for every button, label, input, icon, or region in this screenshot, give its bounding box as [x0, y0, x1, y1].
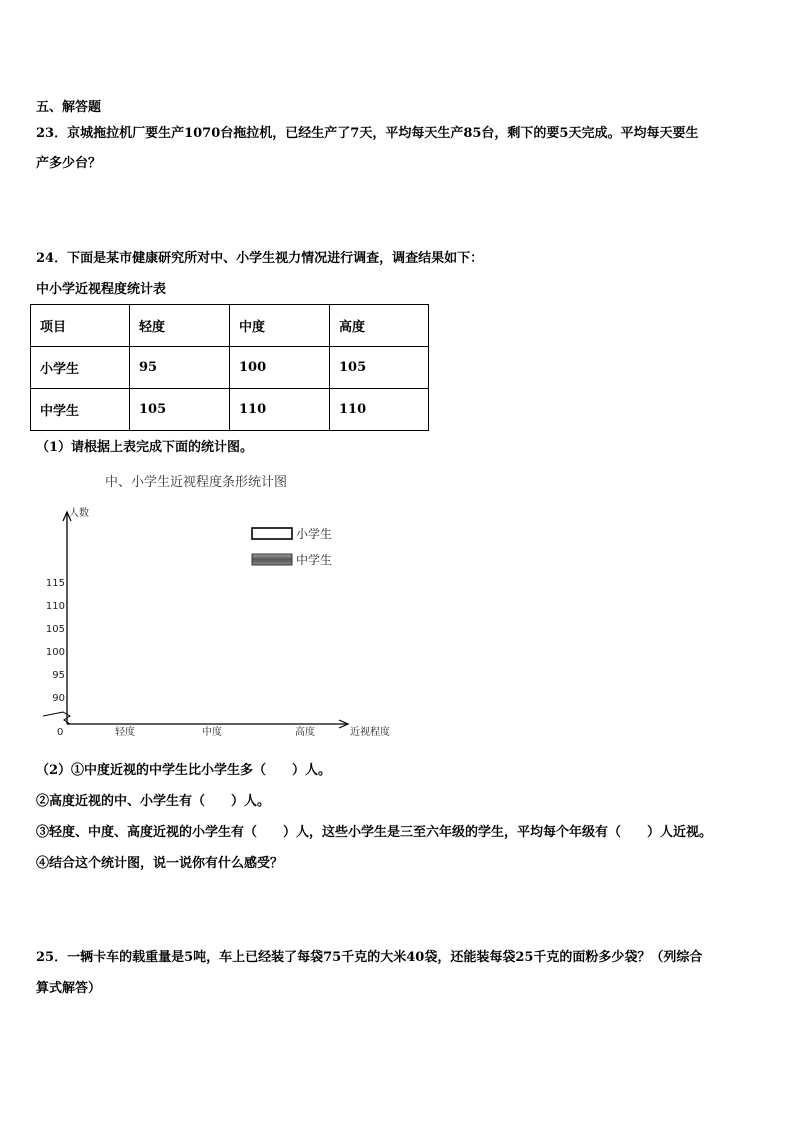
table-title: 中小学近视程度统计表 [36, 282, 167, 297]
question-25-line1: 25．一辆卡车的载重量是5吨，车上已经装了每袋75千克的大米40袋，还能装每袋25千克的面粉多少袋？（列综合 [36, 950, 703, 965]
vision-stats-table [30, 304, 429, 431]
table-cell: 110 [330, 389, 429, 431]
legend-swatch-primary [252, 528, 292, 539]
y-tick-label: 100 [45, 647, 65, 658]
table-cell: 95 [130, 347, 230, 389]
x-tick-label: 轻度 [115, 727, 135, 738]
question-24-intro: 24．下面是某市健康研究所对中、小学生视力情况进行调查，调查结果如下： [36, 251, 484, 266]
legend-label-secondary: 中学生 [296, 553, 333, 567]
table-cell: 105 [130, 389, 230, 431]
legend-swatch-secondary [252, 554, 292, 565]
question-24-part2-3: ③轻度、中度、高度近视的小学生有（ ）人，这些小学生是三至六年级的学生，平均每个年级有（ ）人近视。 [36, 825, 713, 840]
y-axis-label: 人数 [69, 508, 89, 519]
question-24-part2-2: ②高度近视的中、小学生有（ ）人。 [36, 794, 271, 809]
question-24-part2: （2）①中度近视的中学生比小学生多（ ）人。 [36, 763, 332, 778]
y-tick-label: 95 [52, 670, 65, 681]
question-23-line1: 23．京城拖拉机厂要生产1070台拖拉机，已经生产了7天，平均每天生产85台，剩下的要5天完成。平均每天要生 [36, 126, 699, 141]
y-tick-label: 90 [52, 693, 65, 704]
y-tick-label: 110 [45, 601, 65, 612]
table-header-cell: 中度 [230, 305, 330, 347]
table-cell: 110 [230, 389, 330, 431]
table-header-cell: 项目 [31, 305, 130, 347]
legend-label-primary: 小学生 [296, 527, 333, 541]
table-header-cell: 轻度 [130, 305, 230, 347]
x-axis-label: 近视程度 [350, 727, 390, 738]
question-24-part1: （1）请根据上表完成下面的统计图。 [36, 440, 254, 455]
question-25-line2: 算式解答） [36, 981, 102, 996]
x-tick-label: 高度 [295, 727, 315, 738]
table-row [31, 389, 429, 431]
section-header: 五、解答题 [36, 100, 102, 115]
table-cell: 小学生 [31, 347, 130, 389]
y-tick-label: 105 [45, 624, 65, 635]
table-row [31, 347, 429, 389]
bar-chart [30, 470, 400, 745]
table-cell: 100 [230, 347, 330, 389]
table-header-row [31, 305, 429, 347]
x-tick-label: 中度 [202, 727, 222, 738]
table-header-cell: 高度 [330, 305, 429, 347]
y-tick-label: 115 [45, 578, 65, 589]
origin-label: 0 [57, 727, 64, 738]
question-24-part2-4: ④结合这个统计图，说一说你有什么感受？ [36, 856, 284, 871]
table-cell: 中学生 [31, 389, 130, 431]
chart-title: 中、小学生近视程度条形统计图 [105, 475, 288, 490]
axis-break-mark [43, 712, 70, 724]
table-cell: 105 [330, 347, 429, 389]
question-23-line2: 产多少台？ [36, 156, 102, 171]
